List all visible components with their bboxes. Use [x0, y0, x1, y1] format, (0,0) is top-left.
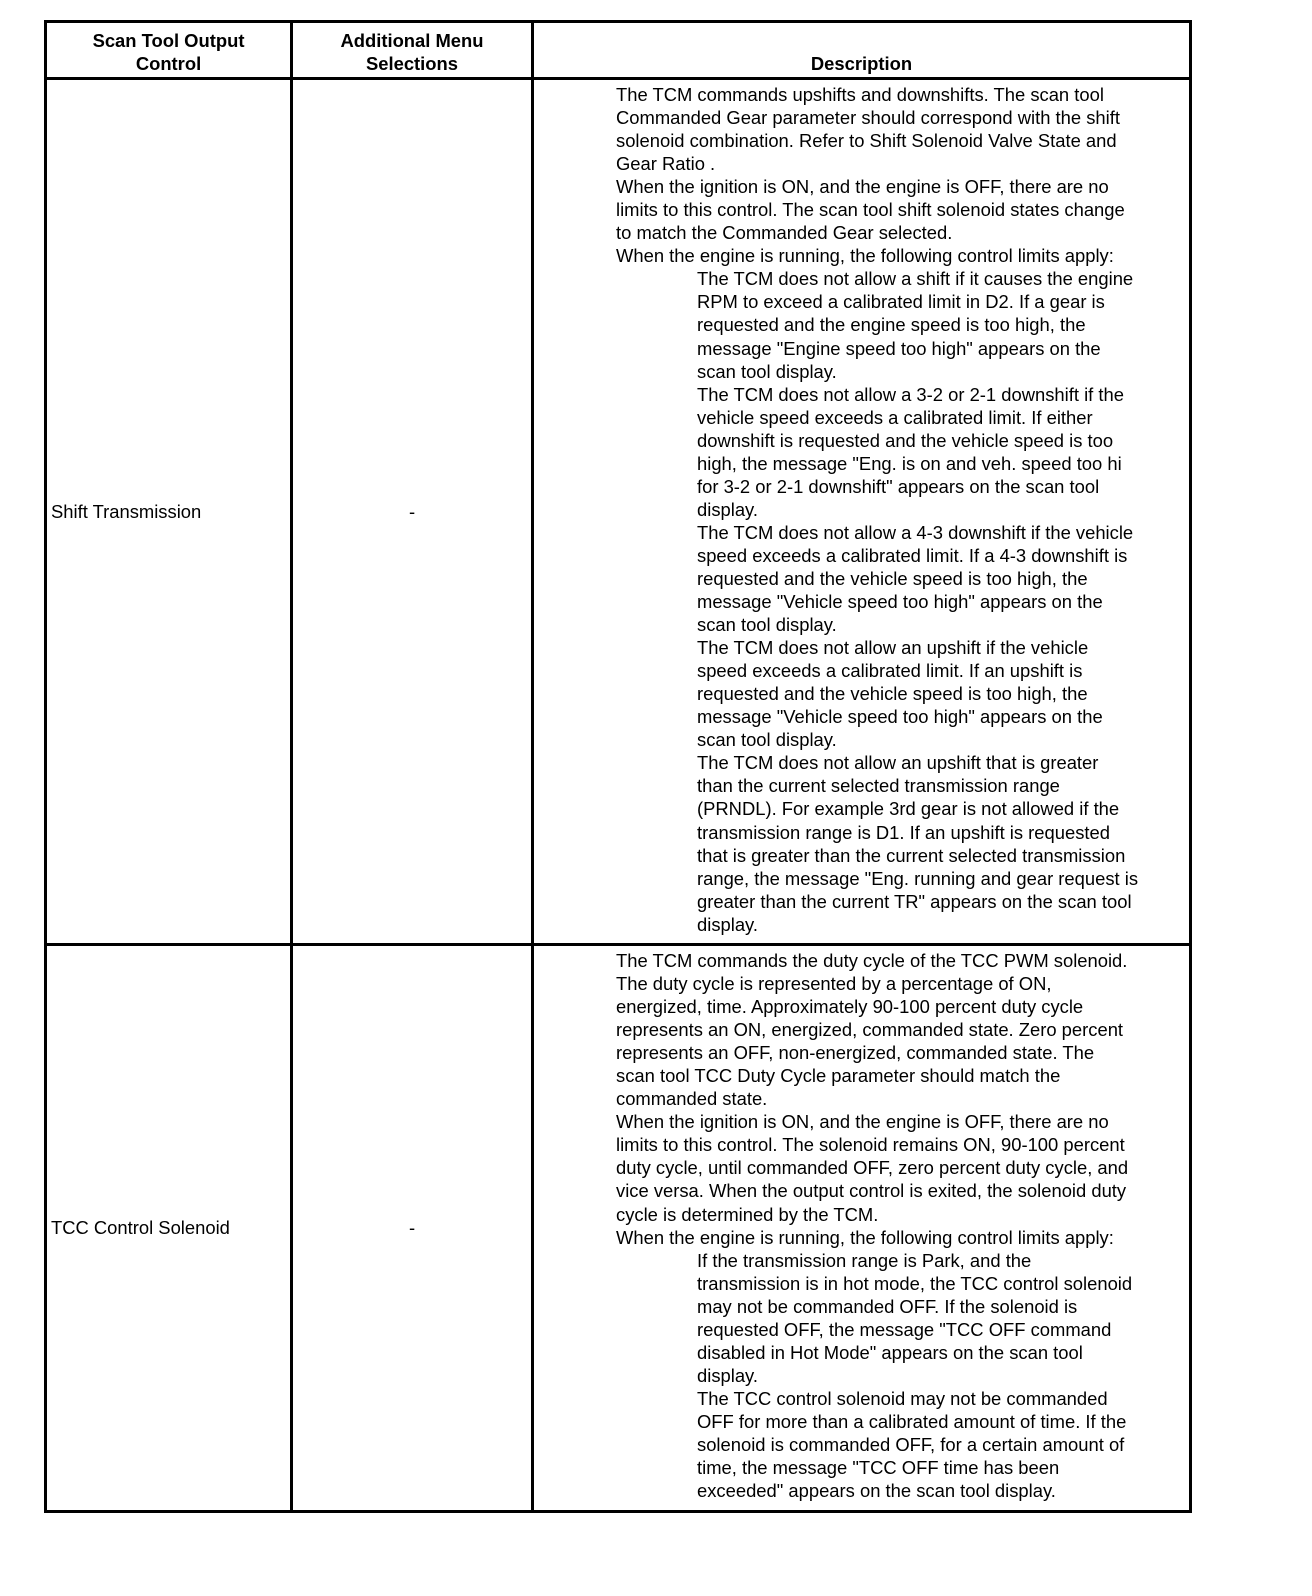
- control-limit-item: The TCC control solenoid may not be commanded OFF for more than a calibrated amount of time. If the solenoid is commanded OFF, for a certain amount of time, the message "TCC OFF time has been exceeded" appears on the scan tool display.: [697, 1387, 1127, 1502]
- menu-cell: -: [292, 79, 533, 945]
- description-cell: [533, 945, 1191, 1512]
- control-cell: Shift Transmission: [46, 79, 292, 945]
- description-paragraph: The TCM commands upshifts and downshifts. The scan tool Commanded Gear parameter should correspond with the shift solenoid combination. Refer to Shift Solenoid Valve State and Gear Ratio .: [616, 84, 1120, 175]
- menu-cell: -: [292, 945, 533, 1512]
- table-row: [46, 945, 1191, 1512]
- description-paragraph: When the engine is running, the following control limits apply:: [616, 1226, 1114, 1248]
- control-limit-item: The TCM does not allow a 4-3 downshift if the vehicle speed exceeds a calibrated limit. If a 4-3 downshift is requested and the vehicle speed is too high, the message "Vehicle speed too high" appears on the scan tool display.: [697, 521, 1134, 636]
- scan-tool-output-control-table: [44, 20, 1192, 1513]
- control-cell: TCC Control Solenoid: [46, 945, 292, 1512]
- control-limit-item: If the transmission range is Park, and the transmission is in hot mode, the TCC control solenoid may not be commanded OFF. If the solenoid is requested OFF, the message "TCC OFF command disabled in Hot Mode" appears on the scan tool display.: [697, 1249, 1133, 1386]
- header-scan-tool-output-control: Scan Tool Output Control: [46, 22, 292, 79]
- description-paragraph: When the ignition is ON, and the engine is OFF, there are no limits to this control. The solenoid remains ON, 90-100 percent duty cycle, until commanded OFF, zero percent duty cycle, and vice versa. When the output control is exited, the solenoid duty cycle is determined by the TCM.: [616, 1111, 1129, 1225]
- header-description: Description: [533, 22, 1191, 79]
- control-limit-item: The TCM does not allow an upshift if the vehicle speed exceeds a calibrated limit. If an upshift is requested and the vehicle speed is too high, the message "Vehicle speed too high" appears on the scan tool display.: [697, 637, 1103, 751]
- description-paragraph: The TCM commands the duty cycle of the TCC PWM solenoid. The duty cycle is represented by a percentage of ON, energized, time. Approximately 90-100 percent duty cycle represents an ON, energized, commanded state. Zero percent represents an OFF, non-energized, commanded state. The scan tool TCC Duty Cycle parameter should match the commanded state.: [616, 950, 1128, 1110]
- header-additional-menu-selections: Additional Menu Selections: [292, 22, 533, 79]
- table-row: [46, 79, 1191, 945]
- control-limit-item: The TCM does not allow an upshift that is greater than the current selected transmission range (PRNDL). For example 3rd gear is not allowed if the transmission range is D1. If an upshift is requested that is greater than the current selected transmission range, the message "Eng. running and gear request is greater than the current TR" appears on the scan tool display.: [697, 752, 1139, 935]
- description-cell: [533, 79, 1191, 945]
- description-paragraph: When the ignition is ON, and the engine is OFF, there are no limits to this control. The scan tool shift solenoid states change to match the Commanded Gear selected.: [616, 176, 1125, 244]
- control-limit-item: The TCM does not allow a 3-2 or 2-1 downshift if the vehicle speed exceeds a calibrated limit. If either downshift is requested and the vehicle speed is too high, the message "Eng. is on and veh. speed too hi for 3-2 or 2-1 downshift" appears on the scan tool display.: [697, 383, 1124, 520]
- description-paragraph: When the engine is running, the following control limits apply:: [616, 245, 1114, 267]
- control-limit-item: The TCM does not allow a shift if it causes the engine RPM to exceed a calibrated limit in D2. If a gear is requested and the engine speed is too high, the message "Engine speed too high" appears on the scan tool display.: [697, 268, 1134, 382]
- header-row: [46, 22, 1191, 79]
